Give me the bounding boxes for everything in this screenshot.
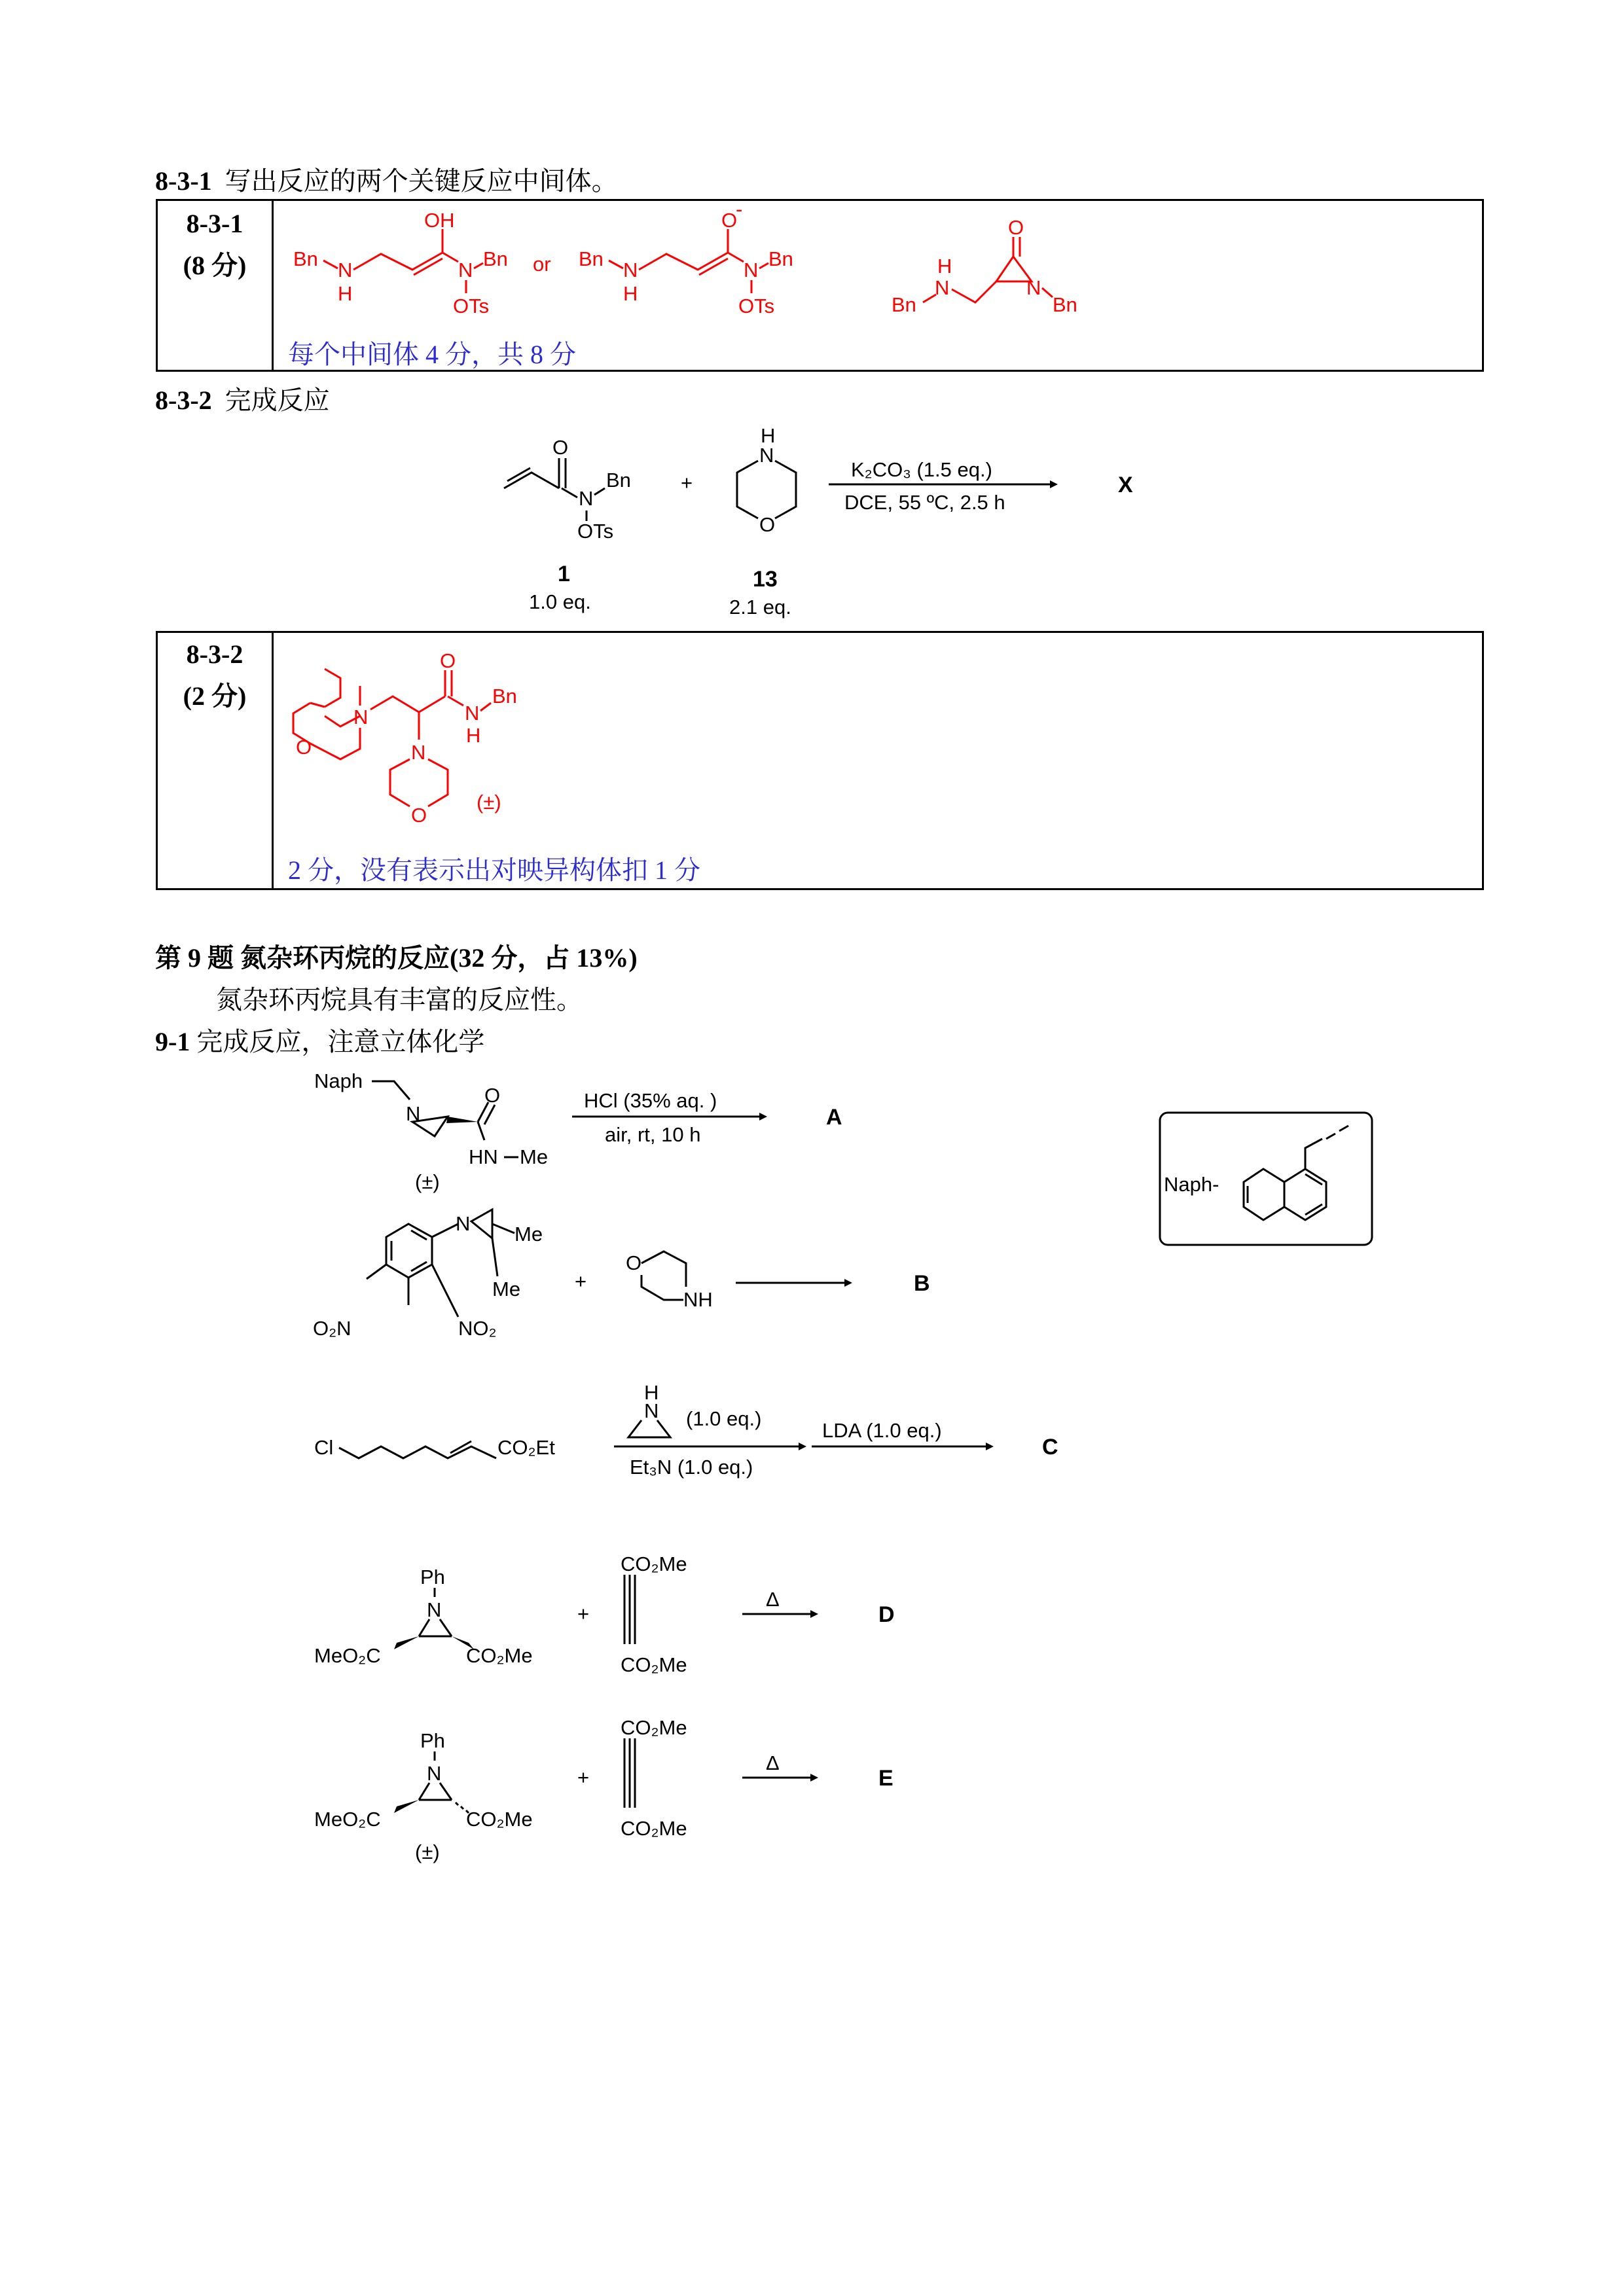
rA-naph: Naph <box>314 1069 363 1092</box>
s1-n-amine: N <box>338 259 353 281</box>
sm-o: O <box>552 436 569 459</box>
rB-me2: Me <box>492 1278 521 1300</box>
mor-o: O <box>759 513 776 536</box>
prod-n1: N <box>353 706 369 728</box>
rE-plus: + <box>577 1766 590 1789</box>
s2-o: O <box>721 209 738 232</box>
scoring-note-2: 2 分，没有表示出对映异构体扣 1 分 <box>288 855 700 885</box>
s2-h: H <box>623 282 638 305</box>
cond-bottom: DCE, 55 ºC, 2.5 h <box>844 491 1005 514</box>
rD-right: CO₂Me <box>466 1644 533 1667</box>
prod-amide-h: H <box>466 724 481 747</box>
question-9-intro: 氮杂环丙烷具有丰富的反应性。 <box>216 985 583 1014</box>
s3-n: N <box>935 276 950 299</box>
rB-no2: NO₂ <box>458 1317 497 1340</box>
prod-racemic: (±) <box>477 791 501 814</box>
heading-number: 8-3-1 <box>155 166 212 196</box>
s3-bn-right: Bn <box>1053 293 1077 316</box>
heading-number: 9-1 <box>155 1027 190 1056</box>
naph-label: Naph- <box>1164 1173 1219 1196</box>
rC-product: C <box>1042 1435 1058 1460</box>
sm-eq: 1.0 eq. <box>529 590 591 613</box>
s1-n-amide: N <box>458 259 473 281</box>
s3-h: H <box>937 255 952 278</box>
mor-h: H <box>761 424 776 447</box>
rA-cond-bottom: air, rt, 10 h <box>605 1123 701 1146</box>
rC-cond2: LDA (1.0 eq.) <box>822 1419 942 1442</box>
heading-text: 完成反应，注意立体化学 <box>196 1027 485 1056</box>
s3-o: O <box>1008 216 1024 239</box>
rD-plus: + <box>577 1602 590 1625</box>
rE-right: CO₂Me <box>466 1808 533 1831</box>
sm-number: 1 <box>558 562 570 586</box>
heading-text: 完成反应 <box>225 386 330 415</box>
s1-bn-left: Bn <box>293 247 318 270</box>
sm-ots: OTs <box>577 520 614 543</box>
rD-top: CO₂Me <box>621 1552 687 1575</box>
rC-co2et: CO₂Et <box>497 1436 555 1459</box>
rD-delta: Δ <box>766 1588 780 1611</box>
rB-n: N <box>456 1212 471 1235</box>
s2-bn-right: Bn <box>768 247 793 270</box>
prod-o-carbonyl: O <box>440 649 456 672</box>
rA-racemic: (±) <box>415 1170 440 1193</box>
rE-top: CO₂Me <box>621 1716 687 1739</box>
s1-h: H <box>338 282 353 305</box>
mor-eq: 2.1 eq. <box>729 596 791 619</box>
rC-reagent-eq: (1.0 eq.) <box>686 1407 762 1430</box>
rD-left: MeO₂C <box>314 1644 381 1667</box>
prod-n2: N <box>411 741 426 764</box>
s2-ots: OTs <box>738 295 775 317</box>
sm-n: N <box>579 487 594 510</box>
answer-id: 8-3-1 <box>186 209 244 238</box>
rC-cl: Cl <box>314 1436 334 1459</box>
product-label: X <box>1118 473 1133 497</box>
rA-product: A <box>826 1105 842 1130</box>
rA-cond-top: HCl (35% aq. ) <box>584 1089 717 1112</box>
rA-hn: HN <box>469 1145 498 1168</box>
rC-aziridine-n: N <box>644 1399 659 1422</box>
mor-n: N <box>759 444 774 467</box>
rE-racemic: (±) <box>415 1840 440 1863</box>
question-9-title: 第 9 题 氮杂环丙烷的反应(32 分，占 13%) <box>155 943 638 973</box>
rC-cond-bottom: Et₃N (1.0 eq.) <box>630 1456 753 1479</box>
rB-o2n: O₂N <box>313 1317 352 1340</box>
rB-o: O <box>626 1251 642 1274</box>
prod-o2: O <box>411 804 427 827</box>
rB-product: B <box>914 1271 930 1296</box>
plus-sign: + <box>681 471 693 494</box>
rA-me: Me <box>520 1145 549 1168</box>
rE-ph: Ph <box>420 1729 445 1752</box>
rE-left: MeO₂C <box>314 1808 381 1831</box>
cond-top: K₂CO₃ (1.5 eq.) <box>851 458 992 481</box>
s2-minus: - <box>736 198 743 221</box>
prod-o1: O <box>296 736 312 759</box>
rD-product: D <box>878 1602 895 1627</box>
answer-id: 8-3-2 <box>186 639 244 669</box>
s1-bn-right: Bn <box>483 247 508 270</box>
s2-n-amide: N <box>744 259 759 281</box>
mor-number: 13 <box>753 567 778 592</box>
rE-n: N <box>427 1762 442 1785</box>
s3-bn-left: Bn <box>892 293 916 316</box>
prod-amide-n: N <box>465 702 480 725</box>
heading-text: 写出反应的两个关键反应中间体。 <box>225 166 618 196</box>
rE-bottom: CO₂Me <box>621 1817 687 1840</box>
prod-bn: Bn <box>492 685 517 708</box>
answer-points: (2 分) <box>183 681 247 711</box>
rD-ph: Ph <box>420 1566 445 1588</box>
s2-bn-left: Bn <box>579 247 604 270</box>
rB-me1: Me <box>514 1223 543 1246</box>
rE-product: E <box>878 1766 893 1791</box>
sm-bn: Bn <box>606 469 631 492</box>
answer-points: (8 分) <box>183 251 247 280</box>
s1-oh: OH <box>424 209 455 232</box>
scoring-note-1: 每个中间体 4 分，共 8 分 <box>288 340 576 369</box>
rB-nh: NH <box>683 1288 713 1311</box>
rB-plus: + <box>575 1270 587 1293</box>
rC-aziridine-h: H <box>644 1381 659 1404</box>
s1-ots: OTs <box>453 295 490 317</box>
heading-number: 8-3-2 <box>155 386 212 415</box>
rD-n: N <box>427 1598 442 1621</box>
rA-o: O <box>484 1084 501 1107</box>
s3-n-ring: N <box>1026 276 1041 299</box>
rA-n: N <box>406 1102 421 1125</box>
rE-delta: Δ <box>766 1751 780 1774</box>
rD-bottom: CO₂Me <box>621 1653 687 1676</box>
or-text: or <box>533 253 551 276</box>
s2-n-amine: N <box>623 259 638 281</box>
